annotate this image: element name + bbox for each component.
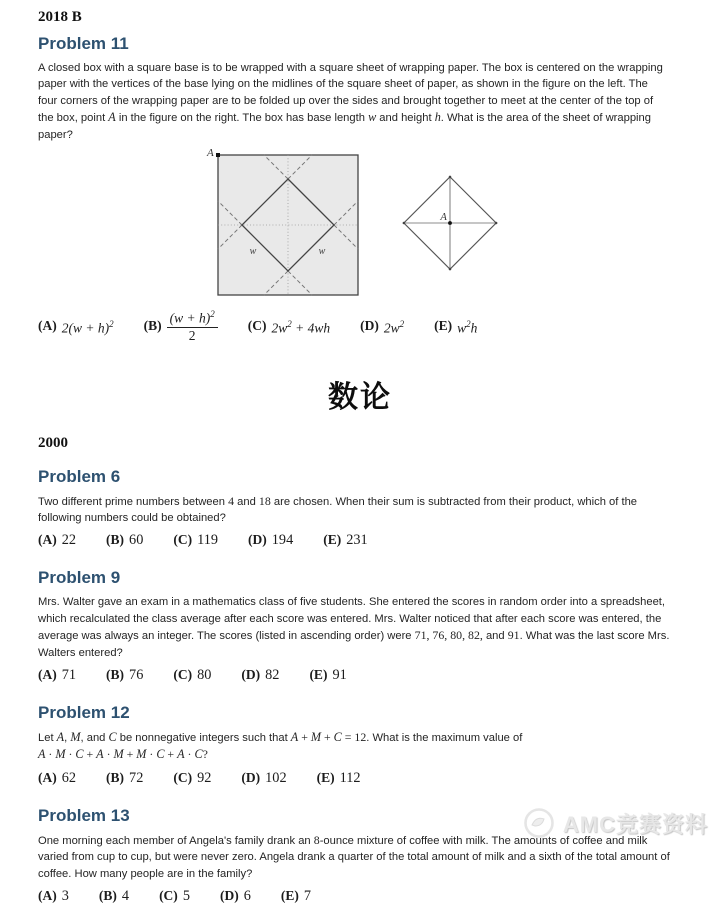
choice-b: (B) 60 [106, 532, 144, 549]
problem-13-text: One morning each member of Angela's family drank an 8-ounce mixture of coffee with milk. The amounts of coffee and milk varied from cup to cup, but were never zero. Angela drank a quarter of the total amount of milk and a sixth of the total amount of coffee. How many people are in the family? [38, 832, 670, 880]
problem-12-expression: A · M · C + A · M + M · C + A · C? [38, 747, 208, 762]
choice-c: (C) 119 [173, 532, 219, 549]
choice-b: (B) 72 [106, 769, 144, 786]
choice-c: (C) 80 [173, 667, 212, 683]
problem-11-text: A closed box with a square base is to be wrapped with a square sheet of wrapping paper. The box is centered on the wrapping paper with the vertices of the base lying on the midlines of the square sheet of paper, as shown in the figure on the left. The four corners of the wrapping paper are to be folded up over the sides and brought together to meet at the center of the top of the box, point A in the figure on the right. The box has base length w and height h. What is the area of the sheet of wrapping paper? [38, 62, 663, 141]
problem-6-title: Problem 6 [38, 466, 121, 486]
choice-a: (A) 22 [38, 532, 77, 549]
problem-9-title: Problem 9 [38, 568, 121, 588]
problem-11-title: Problem 11 [38, 34, 129, 53]
choice-e: (E) 231 [323, 532, 368, 549]
problem-11-figures [206, 145, 682, 301]
choice-a: (A) 62 [38, 769, 77, 786]
problem-13-title: Problem 13 [38, 805, 130, 825]
choice-c: (C) 92 [173, 769, 212, 786]
fraction: $\frac{(w + h)^2}{2}$ [167, 309, 218, 344]
choice-d: (D) 194 [248, 532, 294, 549]
problem-9-choices [38, 666, 682, 684]
wrapping-paper-figure [206, 145, 364, 301]
apex-point [448, 221, 452, 225]
problem-9-text: Mrs. Walter gave an exam in a mathematics class of five students. She entered the scores in random order into a spreadsheet, which recalculated the class average after each score was entered. Mrs. Walter noticed that after each score was entered, the average was always an integer. The scores (listed in ascending order) were 71, 76, 80, 82, and 91. What was the last score Mrs. Walters entered? [38, 596, 670, 659]
choice-b: (B) 4 [98, 888, 130, 905]
problem-12-title: Problem 12 [38, 703, 130, 722]
year-heading-2000: 2000 [38, 434, 68, 451]
choice-d: (D) 102 [241, 769, 287, 786]
w-label-right: w [318, 246, 326, 258]
choice-e: (E) 112 [316, 769, 361, 786]
problem-12-text: Let A, M, and C be nonnegative integers such that A + M + C = 12. What is the maximum value of [38, 730, 523, 744]
choice-d: (D) $2w^2$ [360, 318, 405, 336]
corner-label-a: A [207, 147, 214, 160]
choice-b: (B) $\frac{(w + h)^2}{2}$ [144, 309, 218, 344]
choice-d: (D) 6 [219, 888, 251, 905]
section-heading-number-theory: 数论 [328, 380, 392, 414]
choice-a: (A) $2(w + h)^2$ [38, 318, 114, 336]
folded-box-figure [400, 173, 500, 273]
problem-13-choices [38, 887, 682, 905]
problem-6-text: Two different prime numbers between 4 and 18 are chosen. When their sum is subtracted from their product, which of the following numbers could be obtained? [38, 493, 638, 524]
choice-e: (E) 7 [280, 888, 312, 905]
choice-a: (A) 71 [38, 667, 77, 683]
choice-b: (B) 76 [106, 667, 144, 683]
watermark-logo-icon [522, 806, 556, 840]
choice-d: (D) 82 [241, 667, 280, 683]
choice-e: (E) $w^2h$ [434, 318, 478, 336]
corner-point [216, 153, 220, 157]
problem-12-choices [38, 769, 682, 787]
problem-11-choices [38, 309, 682, 344]
problem-6-choices [38, 531, 682, 549]
choice-c: (C) $2w^2 + 4wh$ [247, 318, 331, 336]
choice-e: (E) 91 [309, 667, 347, 683]
watermark-text: AMC竞赛资料 [562, 811, 708, 837]
choice-c: (C) 5 [159, 888, 190, 905]
apex-label-a: A [440, 212, 447, 224]
choice-a: (A) 3 [38, 888, 69, 905]
watermark [522, 806, 708, 840]
year-heading-2018b: 2018 B [38, 9, 82, 25]
w-label-left: w [249, 246, 257, 258]
